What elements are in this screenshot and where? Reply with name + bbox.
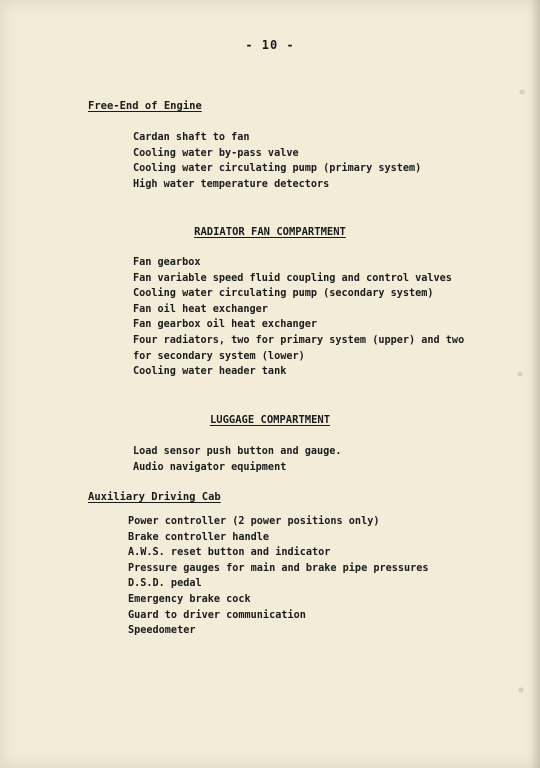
page-number: - 10 - (245, 38, 295, 52)
page-edge-shadow (530, 0, 540, 768)
list-item: Brake controller handle (128, 531, 270, 543)
list-item: Load sensor push button and gauge. (133, 446, 342, 457)
list-item: Cooling water by-pass valve (133, 147, 299, 159)
punch-hole (519, 688, 523, 692)
list-item: Cooling water header tank (133, 366, 287, 378)
list-item: Speedometer (128, 625, 196, 637)
list-item: Four radiators, two for primary system (upper) and two for secondary system (lower) (133, 334, 465, 362)
list-item: Audio navigator equipment (133, 461, 287, 473)
section-heading: RADIATOR FAN COMPARTMENT (194, 226, 346, 238)
section-heading: Free-End of Engine (88, 100, 202, 112)
list-item: D.S.D. pedal (128, 578, 202, 590)
list-item: Fan gearbox oil heat exchanger (133, 319, 318, 331)
list-item: Emergency brake cock (128, 593, 251, 605)
section-free-end (88, 100, 202, 112)
list-item: Pressure gauges for main and brake pipe pressures (128, 562, 429, 574)
list-item: Power controller (2 power positions only) (128, 516, 380, 527)
list-item: A.W.S. reset button and indicator (128, 547, 331, 559)
section-radiator-fan (0, 226, 540, 238)
punch-hole (518, 372, 522, 376)
list-item: Cooling water circulating pump (secondary system) (133, 288, 434, 300)
list-item: Fan variable speed fluid coupling and control valves (133, 272, 452, 284)
section-free-end-list (133, 130, 473, 192)
list-item: Fan gearbox (133, 257, 201, 268)
list-item: High water temperature detectors (133, 178, 330, 190)
list-item: Cardan shaft to fan (133, 132, 250, 143)
section-radiator-fan-list (133, 255, 483, 380)
section-luggage-list (133, 444, 473, 475)
section-heading: Auxiliary Driving Cab (88, 491, 221, 503)
list-item: Guard to driver communication (128, 609, 306, 621)
section-aux-cab (88, 491, 221, 503)
list-item: Cooling water circulating pump (primary system) (133, 163, 422, 175)
section-heading: LUGGAGE COMPARTMENT (209, 414, 331, 426)
list-item: Fan oil heat exchanger (133, 303, 268, 315)
section-aux-cab-list (128, 514, 488, 639)
punch-hole (520, 90, 524, 94)
section-luggage (0, 414, 540, 426)
